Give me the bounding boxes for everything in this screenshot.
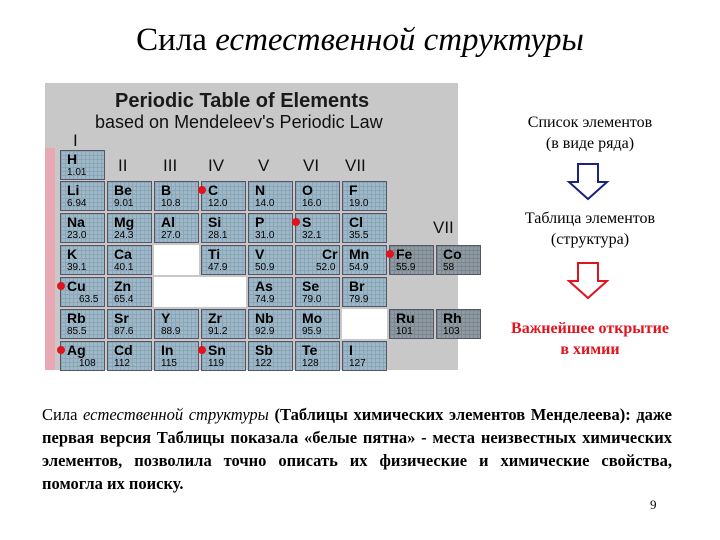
periodic-table-title: Periodic Table of Elements (115, 90, 370, 112)
red-dot-marker (386, 250, 394, 258)
element-cell: In 115 (154, 341, 199, 371)
group-label: IV (208, 156, 225, 175)
slide-title-italic: естественной структуры (215, 22, 584, 58)
pink-strip (45, 148, 55, 370)
table-of-elements-caption (470, 208, 710, 250)
caption-line: Важнейшее открытие (511, 320, 669, 337)
element-cell: Se 79.0 (295, 277, 340, 307)
element-cell: F 19.0 (342, 181, 387, 211)
caption-line: Список элементов (527, 114, 653, 131)
element-cell: Nb 92.9 (248, 309, 293, 339)
group-label: II (118, 156, 128, 175)
list-of-elements-caption (470, 112, 710, 154)
element-cell: Sr 87.6 (107, 309, 152, 339)
element-cell: C 12.0 (201, 181, 246, 211)
paragraph-lead-plain: Сила (42, 405, 84, 424)
caption-line: (структура) (550, 231, 630, 248)
red-dot-marker (198, 186, 206, 194)
element-cell: Rb 85.5 (60, 309, 105, 339)
element-cell: As 74.9 (248, 277, 293, 307)
element-cell: Cu 63.5 (60, 277, 105, 307)
red-dot-marker (57, 282, 65, 290)
blank-spot (342, 309, 387, 339)
element-cell: Sb 122 (248, 341, 293, 371)
group-label: V (258, 156, 270, 175)
element-cell: Zr 91.2 (201, 309, 246, 339)
element-cell: B 10.8 (154, 181, 199, 211)
slide-title-plain: Сила (136, 22, 207, 58)
element-cell: Zn 65.4 (107, 277, 152, 307)
element-cell: Ru 101 (389, 309, 434, 339)
element-cell: Mo 95.9 (295, 309, 340, 339)
element-cell: Al 27.0 (154, 213, 199, 243)
red-dot-marker (292, 218, 300, 226)
element-cell: Li 6.94 (60, 181, 105, 211)
group-label: I (73, 131, 78, 150)
element-cell: H 1.01 (60, 150, 105, 180)
paragraph-body: (Таблицы химических элементов Менделеева): даже первая версия Таблицы показала «белые пятна» - места неизвестных химических элементов, позволила точно описать их физические и химические свойства, помогла их поиску. (42, 405, 672, 493)
blank-spot (154, 277, 246, 307)
group-label: VII (433, 218, 454, 237)
down-arrow-icon (567, 163, 609, 201)
element-cell: Rh 103 (436, 309, 481, 339)
element-cell: Ti 47.9 (201, 245, 246, 275)
body-paragraph (42, 403, 672, 495)
periodic-table-image (45, 83, 462, 370)
group-label: VI (303, 156, 320, 175)
element-cell: Na 23.0 (60, 213, 105, 243)
element-cell: O 16.0 (295, 181, 340, 211)
element-cell: Ag 108 (60, 341, 105, 371)
group-label: III (163, 156, 178, 175)
group-label: VII (345, 156, 366, 175)
element-cell: Ca 40.1 (107, 245, 152, 275)
blank-spot (154, 245, 199, 275)
slide-title (0, 22, 720, 59)
element-cell: Te 128 (295, 341, 340, 371)
element-cell: Fe 55.9 (389, 245, 434, 275)
paragraph-lead-italic: естественной структуры (83, 405, 269, 424)
page-number: 9 (650, 497, 657, 512)
element-cell: Cl 35.5 (342, 213, 387, 243)
element-cell: Br 79.9 (342, 277, 387, 307)
element-cell: N 14.0 (248, 181, 293, 211)
element-cell: Y 88.9 (154, 309, 199, 339)
down-arrow-icon (567, 262, 609, 300)
element-cell: S 32.1 (295, 213, 340, 243)
element-cell: Co 58 (436, 245, 481, 275)
element-cell: Si 28.1 (201, 213, 246, 243)
caption-line: в химии (560, 341, 620, 358)
element-cell: Sn 119 (201, 341, 246, 371)
element-cell: Cd 112 (107, 341, 152, 371)
element-cell: Be 9.01 (107, 181, 152, 211)
element-cell: I 127 (342, 341, 387, 371)
element-cell: Cr 52.0 (295, 245, 340, 275)
discovery-caption (470, 318, 710, 360)
red-dot-marker (198, 346, 206, 354)
periodic-table-subtitle: based on Mendeleev's Periodic Law (95, 112, 383, 132)
caption-line: (в виде ряда) (545, 135, 635, 152)
element-cell: Mg 24.3 (107, 213, 152, 243)
caption-line: Таблица элементов (524, 210, 656, 227)
element-cell: V 50.9 (248, 245, 293, 275)
element-cell: K 39.1 (60, 245, 105, 275)
red-dot-marker (57, 346, 65, 354)
element-cell: Mn 54.9 (342, 245, 387, 275)
element-cell: P 31.0 (248, 213, 293, 243)
